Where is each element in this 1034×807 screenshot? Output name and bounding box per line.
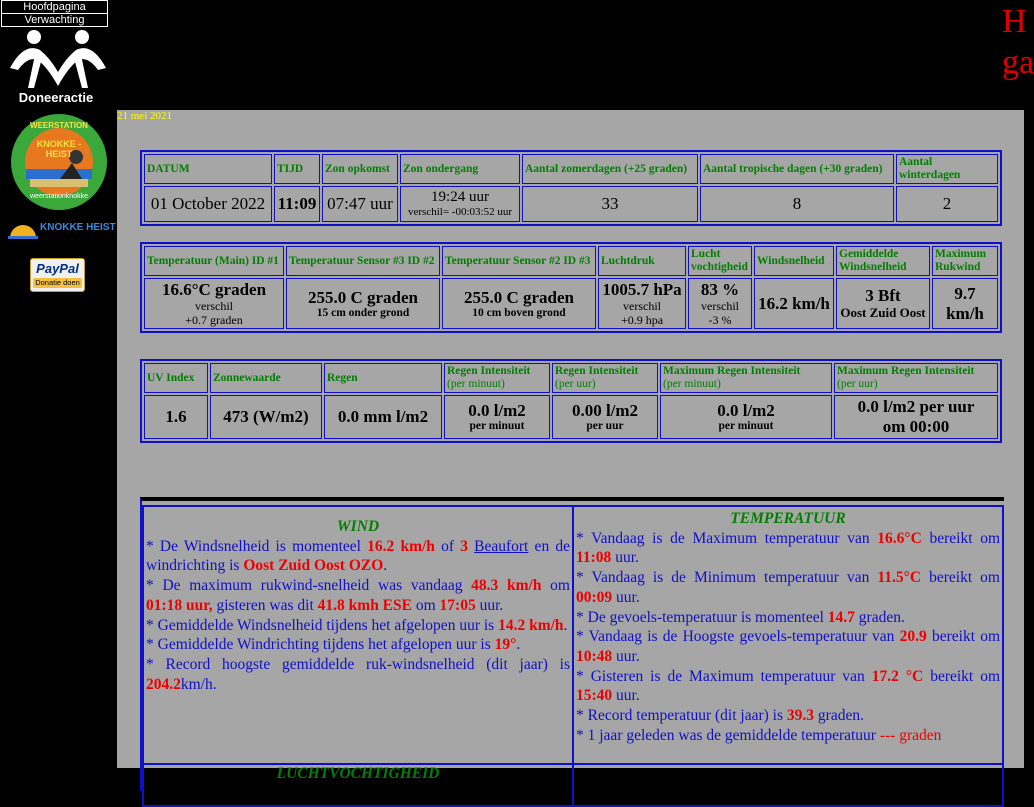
wind-current-speed: 16.2 km/h xyxy=(367,537,435,555)
cell-regen-int-hour xyxy=(552,395,658,439)
value-regen-int-hour-unit: per uur xyxy=(586,419,624,432)
value-luchtvochtigheid-diff-label: verschil xyxy=(701,299,739,313)
value-tijd: 11:09 xyxy=(277,194,317,213)
wind-gust-yesterday-time: 17:05 xyxy=(439,596,476,614)
value-luchtdruk-diff: +0.9 hpa xyxy=(620,313,664,327)
wind-gust-end: uur. xyxy=(475,596,504,614)
knokke-heist-logo[interactable] xyxy=(8,218,116,242)
value-temp-sensor2-desc: 10 cm boven grond xyxy=(472,306,566,319)
wind-gust-text4: om xyxy=(411,596,440,614)
header-luchtvochtigheid: Lucht vochtigheid xyxy=(688,246,752,276)
humidity-panel xyxy=(142,763,574,807)
sidebar xyxy=(0,0,117,768)
header-zonnewaarde: Zonnewaarde xyxy=(210,363,322,393)
temp-max-yesterday-text2: bereikt om xyxy=(923,667,1000,685)
wind-current-text3: en de windrichting is xyxy=(146,537,571,575)
header-zomerdagen: Aantal zomerdagen (+25 graden) xyxy=(522,154,698,184)
value-datum: 01 October 2022 xyxy=(150,194,266,213)
date-line: 21 mei 2021 xyxy=(117,110,172,122)
value-temp-sensor2: 255.0 C graden xyxy=(463,287,575,307)
next-panel-right xyxy=(572,763,1004,807)
header-winterdagen: Aantal winterdagen xyxy=(896,154,998,184)
cell-zomerdagen xyxy=(522,186,698,222)
cell-gem-windsnelheid xyxy=(836,278,930,329)
header-temp-main: Temperatuur (Main) ID #1 xyxy=(144,246,284,276)
temp-feels-like-max-time: 10:48 xyxy=(576,647,613,665)
value-temp-sensor3: 255.0 C graden xyxy=(307,287,419,307)
temp-feels-like-max-value: 20.9 xyxy=(899,628,927,646)
wind-record-end: km/h. xyxy=(180,675,217,693)
wind-panel xyxy=(142,505,574,765)
header-temp-sensor3: Temperatuur Sensor #3 ID #2 xyxy=(286,246,440,276)
wind-current-direction: Oost Zuid Oost OZO xyxy=(243,557,384,575)
cell-temp-sensor2 xyxy=(442,278,596,329)
sun-icon xyxy=(8,218,38,240)
donate-logo[interactable] xyxy=(6,28,110,106)
table-uv-rain xyxy=(140,359,1002,443)
cell-tropisch xyxy=(700,186,894,222)
temp-year-ago xyxy=(576,726,1000,746)
cell-opkomst xyxy=(322,186,398,222)
header-uv-index: UV Index xyxy=(144,363,208,393)
temp-feels-like xyxy=(576,608,1000,628)
header-tijd: TIJD xyxy=(274,154,320,184)
temp-record-value: 39.3 xyxy=(786,707,815,725)
wind-avg-speed-text: * Gemiddelde Windsnelheid tijdens het afgelopen uur is xyxy=(146,616,499,634)
header-max-regen-hour-unit: (per uur) xyxy=(837,378,878,390)
value-temp-main: 16.6°C graden xyxy=(161,280,267,299)
temp-record xyxy=(576,706,1000,726)
humidity-title: LUCHTVOCHTIGHEID xyxy=(276,765,440,782)
wind-avg-direction-value: 19° xyxy=(494,636,517,654)
cell-regen-int-min xyxy=(444,395,550,439)
wind-avg-speed xyxy=(146,616,570,636)
cell-max-regen-hour xyxy=(834,395,998,439)
wind-avg-direction-end: . xyxy=(516,636,521,654)
temp-max-today-text: * Vandaag is de Maximum temperatuur van xyxy=(576,529,878,547)
wind-avg-speed-value: 14.2 km/h xyxy=(498,616,564,634)
cell-regen xyxy=(324,395,442,439)
value-temp-sensor3-desc: 15 cm onder grond xyxy=(316,306,410,319)
cell-tijd xyxy=(274,186,320,222)
header-max-regen-hour-label: Maximum Regen Intensiteit xyxy=(837,365,975,377)
temp-record-text: * Record temperatuur (dit jaar) is xyxy=(576,707,787,725)
wind-avg-direction-text: * Gemiddelde Windrichting tijdens het afgelopen uur is xyxy=(146,636,495,654)
wind-avg-direction xyxy=(146,635,570,655)
value-ondergang: 19:24 uur xyxy=(431,189,489,205)
temperature-title: TEMPERATUUR xyxy=(730,510,846,527)
header xyxy=(117,0,1034,110)
temp-max-today-end: uur. xyxy=(611,549,639,567)
header-regen-int-min xyxy=(444,363,550,393)
value-tropisch: 8 xyxy=(792,194,802,213)
temp-max-today-text2: bereikt om xyxy=(921,529,1000,547)
header-temp-sensor2: Temperatuur Sensor #2 ID #3 xyxy=(442,246,596,276)
temp-max-today-value: 16.6°C xyxy=(877,529,922,547)
wind-title: WIND xyxy=(336,518,380,535)
paypal-brand: PayPal xyxy=(36,261,79,276)
paypal-donate-button[interactable] xyxy=(30,258,85,292)
value-max-regen-hour-time: om 00:00 xyxy=(882,417,950,436)
wind-current-text: * De Windsnelheid is momenteel xyxy=(146,537,368,555)
header-max-rukwind: Maximum Rukwind xyxy=(932,246,998,276)
paypal-text: Donatie doen xyxy=(33,278,82,288)
nav-link-home[interactable]: Hoofdpagina xyxy=(1,0,108,14)
value-opkomst: 07:47 uur xyxy=(327,194,393,213)
temp-feels-like-max-text: * Vandaag is de Hoogste gevoels-temperatuur van xyxy=(576,628,900,646)
header-regen-int-hour-label: Regen Intensiteit xyxy=(555,365,639,377)
station-logo-top: WEERSTATION xyxy=(30,121,88,130)
temp-max-yesterday xyxy=(576,667,1000,706)
temp-min-today xyxy=(576,568,1000,607)
temp-min-today-text2: bereikt om xyxy=(921,569,1000,587)
temp-min-today-time: 00:09 xyxy=(576,588,613,606)
value-regen-int-min: 0.0 l/m2 xyxy=(468,400,526,420)
header-datum: DATUM xyxy=(144,154,272,184)
table-measurements xyxy=(140,242,1002,333)
temp-year-ago-text: * 1 jaar geleden was de gemiddelde temperatuur xyxy=(576,726,880,744)
header-max-regen-min-unit: (per minuut) xyxy=(663,378,721,390)
header-regen: Regen xyxy=(324,363,442,393)
wind-gust-speed: 48.3 km/h xyxy=(471,577,542,595)
wind-gust-yesterday: 41.8 kmh ESE xyxy=(317,596,412,614)
value-luchtdruk: 1005.7 hPa xyxy=(602,280,682,299)
value-max-rukwind: 9.7 km/h xyxy=(946,283,984,323)
cell-datum xyxy=(144,186,272,222)
cell-max-rukwind xyxy=(932,278,998,329)
temp-year-ago-value: --- graden xyxy=(879,726,942,744)
wind-record xyxy=(146,655,570,694)
wind-gust-time: 01:18 uur, xyxy=(146,596,213,614)
cell-windsnelheid xyxy=(754,278,834,329)
wind-gust-text: * De maximum rukwind-snelheid was vandaag xyxy=(146,577,472,595)
value-luchtvochtigheid: 83 % xyxy=(700,280,740,299)
temp-max-yesterday-end: uur. xyxy=(612,687,640,705)
header-windsnelheid: Windsnelheid xyxy=(754,246,834,276)
wind-current-end: . xyxy=(383,557,388,575)
cell-luchtvochtigheid xyxy=(688,278,752,329)
wind-current-text2: of xyxy=(434,537,461,555)
station-logo-bottom: weerstationknokke xyxy=(30,193,88,200)
wind-gust-text2: om xyxy=(541,577,570,595)
details-section xyxy=(140,497,1004,791)
temp-min-today-end: uur. xyxy=(612,588,640,606)
header-regen-int-hour-unit: (per uur) xyxy=(555,378,596,390)
header-zon-opkomst: Zon opkomst xyxy=(322,154,398,184)
value-regen-int-min-unit: per minuut xyxy=(469,419,525,432)
nav-link-forecast[interactable]: Verwachting xyxy=(1,13,108,27)
people-heart-icon xyxy=(6,28,110,90)
value-windsnelheid: 16.2 km/h xyxy=(758,293,830,313)
header-tropische-dagen: Aantal tropische dagen (+30 graden) xyxy=(700,154,894,184)
beaufort-link[interactable]: Beaufort xyxy=(474,537,529,555)
value-temp-main-diff-label: verschil xyxy=(195,299,233,313)
wind-record-text: * Record hoogste gemiddelde ruk-windsnelheid (dit jaar) is xyxy=(146,655,570,673)
temp-max-today xyxy=(576,529,1000,568)
header-max-regen-min-label: Maximum Regen Intensiteit xyxy=(663,365,801,377)
header-regen-int-min-unit: (per minuut) xyxy=(447,378,505,390)
wind-avg-speed-end: . xyxy=(563,616,568,634)
header-max-regen-min xyxy=(660,363,832,393)
value-zomerdagen: 33 xyxy=(601,194,619,213)
value-temp-main-diff: +0.7 graden xyxy=(185,313,243,327)
cell-max-regen-min xyxy=(660,395,832,439)
header-luchtdruk: Luchtdruk xyxy=(598,246,686,276)
temp-feels-like-end: graden. xyxy=(854,608,905,626)
value-max-regen-min: 0.0 l/m2 xyxy=(717,400,775,420)
main-content xyxy=(117,110,1024,782)
header-title-line1: H xyxy=(1002,3,1027,40)
value-ondergang-diff: verschil= -00:03:52 uur xyxy=(408,206,512,218)
temp-feels-like-text: * De gevoels-temperatuur is momenteel xyxy=(576,608,828,626)
value-regen: 0.0 mm l/m2 xyxy=(337,407,429,426)
temp-feels-like-max-end: uur. xyxy=(612,647,640,665)
wind-record-value: 204.2 xyxy=(146,675,181,693)
donate-logo-text: Doneeractie xyxy=(18,90,94,105)
temp-max-yesterday-time: 15:40 xyxy=(576,687,613,705)
header-regen-int-min-label: Regen Intensiteit xyxy=(447,365,531,377)
value-luchtdruk-diff-label: verschil xyxy=(623,299,661,313)
weather-station-logo[interactable] xyxy=(10,113,108,211)
value-max-regen-min-unit: per minuut xyxy=(718,419,774,432)
value-zonnewaarde: 473 (W/m2) xyxy=(223,407,309,426)
value-regen-int-hour: 0.00 l/m2 xyxy=(571,400,639,420)
cell-temp-main xyxy=(144,278,284,329)
temp-max-yesterday-text: * Gisteren is de Maximum temperatuur van xyxy=(576,667,872,685)
wind-current-bft: 3 xyxy=(460,537,468,555)
temperature-panel xyxy=(572,505,1004,765)
cell-temp-sensor3 xyxy=(286,278,440,329)
header-gem-windsnelheid: Gemiddelde Windsnelheid xyxy=(836,246,930,276)
wind-gust-text3: gisteren was dit xyxy=(212,596,318,614)
header-zon-ondergang: Zon ondergang xyxy=(400,154,520,184)
value-luchtvochtigheid-diff: -3 % xyxy=(708,313,732,327)
table-datetime xyxy=(140,150,1002,226)
temp-min-today-value: 11.5°C xyxy=(877,569,922,587)
temp-feels-like-value: 14.7 xyxy=(827,608,855,626)
value-uv: 1.6 xyxy=(165,407,187,426)
value-max-regen-hour: 0.0 l/m2 per uur xyxy=(857,397,975,416)
cell-zonnewaarde xyxy=(210,395,322,439)
cell-winter xyxy=(896,186,998,222)
wind-gust xyxy=(146,576,570,615)
cell-ondergang xyxy=(400,186,520,222)
temp-record-end: graden. xyxy=(814,707,864,725)
cell-luchtdruk xyxy=(598,278,686,329)
temp-max-today-time: 11:08 xyxy=(576,549,612,567)
value-winter: 2 xyxy=(942,194,952,213)
station-logo-mid: KNOKKE - HEIST xyxy=(36,139,82,159)
cell-uv xyxy=(144,395,208,439)
header-regen-int-hour xyxy=(552,363,658,393)
value-gem-windsnelheid: 3 Bft xyxy=(865,286,901,305)
temp-min-today-text: * Vandaag is de Minimum temperatuur van xyxy=(576,569,878,587)
temp-max-yesterday-value: 17.2 °C xyxy=(871,667,924,685)
header-title-line2: ga xyxy=(1002,44,1034,81)
value-gem-windrichting: Oost Zuid Oost xyxy=(840,305,926,320)
header-max-regen-hour xyxy=(834,363,998,393)
temp-feels-like-max-text2: bereikt om xyxy=(926,628,1001,646)
wind-current xyxy=(146,537,570,576)
knokke-logo-text: KNOKKE HEIST xyxy=(40,222,116,233)
temp-feels-like-max xyxy=(576,627,1000,666)
